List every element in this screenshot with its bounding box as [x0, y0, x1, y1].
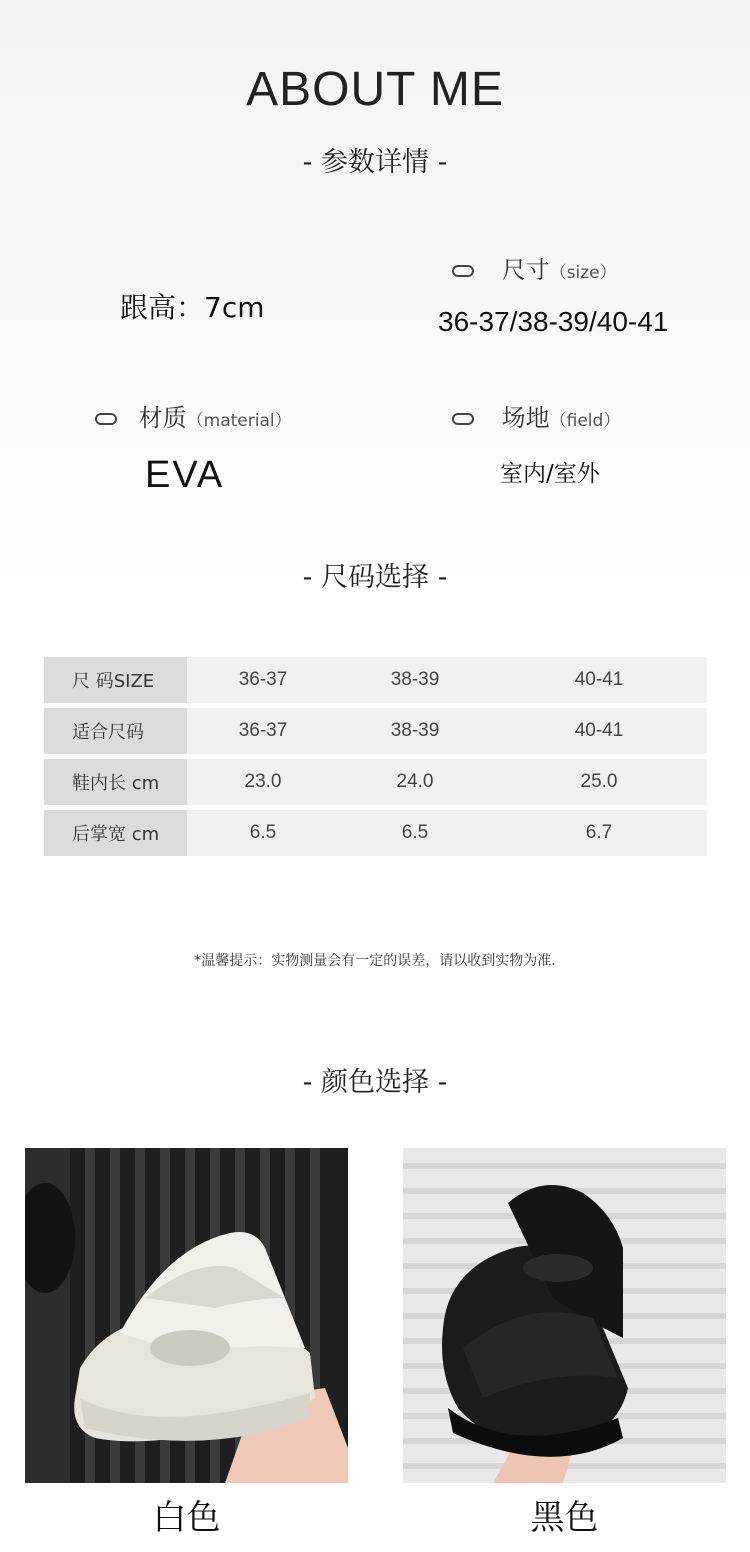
size-param-label: [452, 250, 617, 285]
row-header: 后掌宽 cm: [44, 810, 187, 856]
white-slipper-illustration: [25, 1148, 348, 1483]
heel-height-value: 跟高：7cm: [120, 291, 265, 324]
material-label-en: （material）: [186, 411, 292, 431]
field-label: 场地: [501, 404, 550, 432]
table-row: [44, 657, 707, 703]
table-row: [44, 708, 707, 754]
pill-icon: [452, 265, 474, 277]
pill-icon: [452, 413, 474, 425]
size-table: [44, 652, 707, 861]
color-section-title: - 颜色选择 -: [302, 1067, 448, 1098]
material-label: 材质: [138, 404, 187, 432]
params-subtitle: - 参数详情 -: [302, 147, 448, 178]
table-cell: 38-39: [339, 708, 491, 754]
table-cell: 6.5: [339, 810, 491, 856]
page-title: ABOUT ME: [246, 63, 504, 116]
table-row: [44, 759, 707, 805]
black-slipper-photo: [403, 1148, 726, 1483]
table-cell: 25.0: [491, 759, 707, 805]
table-cell: 24.0: [339, 759, 491, 805]
table-cell: 6.5: [187, 810, 339, 856]
size-label-en: （size）: [549, 263, 617, 283]
table-cell: 40-41: [491, 708, 707, 754]
color-label-black: 黑色: [530, 1498, 599, 1538]
table-cell: 40-41: [491, 657, 707, 703]
size-value: 36-37/38-39/40-41: [438, 306, 669, 337]
table-cell: 36-37: [187, 657, 339, 703]
field-value: 室内/室外: [500, 461, 600, 487]
material-value: EVA: [145, 454, 225, 496]
white-slipper-photo: [25, 1148, 348, 1483]
size-section-title: - 尺码选择 -: [302, 562, 448, 593]
table-cell: 38-39: [339, 657, 491, 703]
row-header: 尺 码SIZE: [44, 657, 187, 703]
table-row: [44, 810, 707, 856]
field-label-en: （field）: [549, 411, 621, 431]
measurement-tip: *温馨提示：实物测量会有一定的误差，请以收到实物为准.: [194, 953, 556, 969]
row-header: 鞋内长 cm: [44, 759, 187, 805]
black-slipper-illustration: [403, 1148, 726, 1483]
field-param-label: [452, 398, 620, 433]
color-label-white: 白色: [152, 1498, 221, 1538]
table-cell: 36-37: [187, 708, 339, 754]
pill-icon: [95, 413, 117, 425]
table-cell: 23.0: [187, 759, 339, 805]
row-header: 适合尺码: [44, 708, 187, 754]
table-cell: 6.7: [491, 810, 707, 856]
size-label: 尺寸: [501, 256, 550, 284]
material-param-label: [95, 398, 292, 433]
